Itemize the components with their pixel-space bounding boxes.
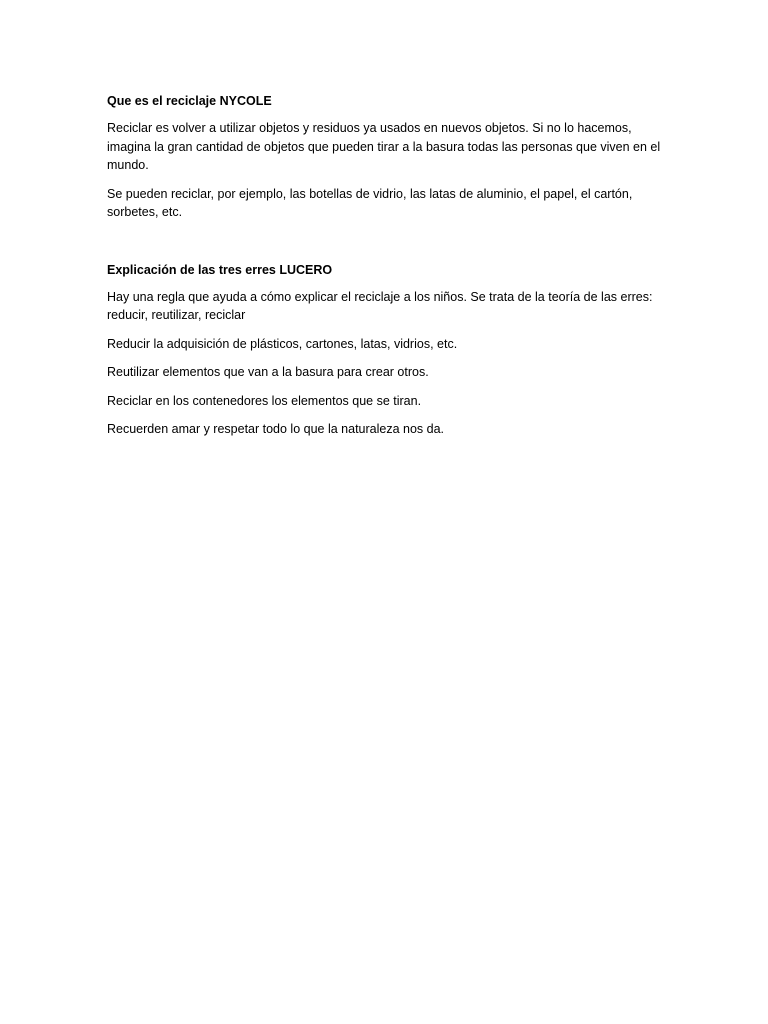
paragraph: Reciclar es volver a utilizar objetos y residuos ya usados en nuevos objetos. Si no lo hacemos, imagina la gran cantidad de objetos que pueden tirar a la basura todas las personas que viven en el mundo.: [107, 121, 661, 172]
paragraph: Se pueden reciclar, por ejemplo, las botellas de vidrio, las latas de aluminio, el papel, el cartón, sorbetes, etc.: [107, 186, 633, 219]
section-heading: Explicación de las tres erres LUCERO: [107, 262, 333, 277]
paragraph: Reciclar en los contenedores los elementos que se tiran.: [107, 393, 422, 408]
paragraph: Recuerden amar y respetar todo lo que la naturaleza nos da.: [107, 422, 445, 436]
document-body: [107, 92, 663, 449]
section-spacer: [107, 232, 663, 261]
section-heading: Que es el reciclaje NYCOLE: [107, 94, 272, 108]
paragraph: Reutilizar elementos que van a la basura para crear otros.: [107, 365, 429, 379]
section-tres-erres: [107, 261, 663, 439]
section-reciclaje: [107, 92, 663, 222]
paragraph: Reducir la adquisición de plásticos, cartones, latas, vidrios, etc.: [107, 336, 458, 351]
paragraph: Hay una regla que ayuda a cómo explicar el reciclaje a los niños. Se trata de la teoría de las erres: reducir, reutilizar, reciclar: [107, 289, 653, 322]
